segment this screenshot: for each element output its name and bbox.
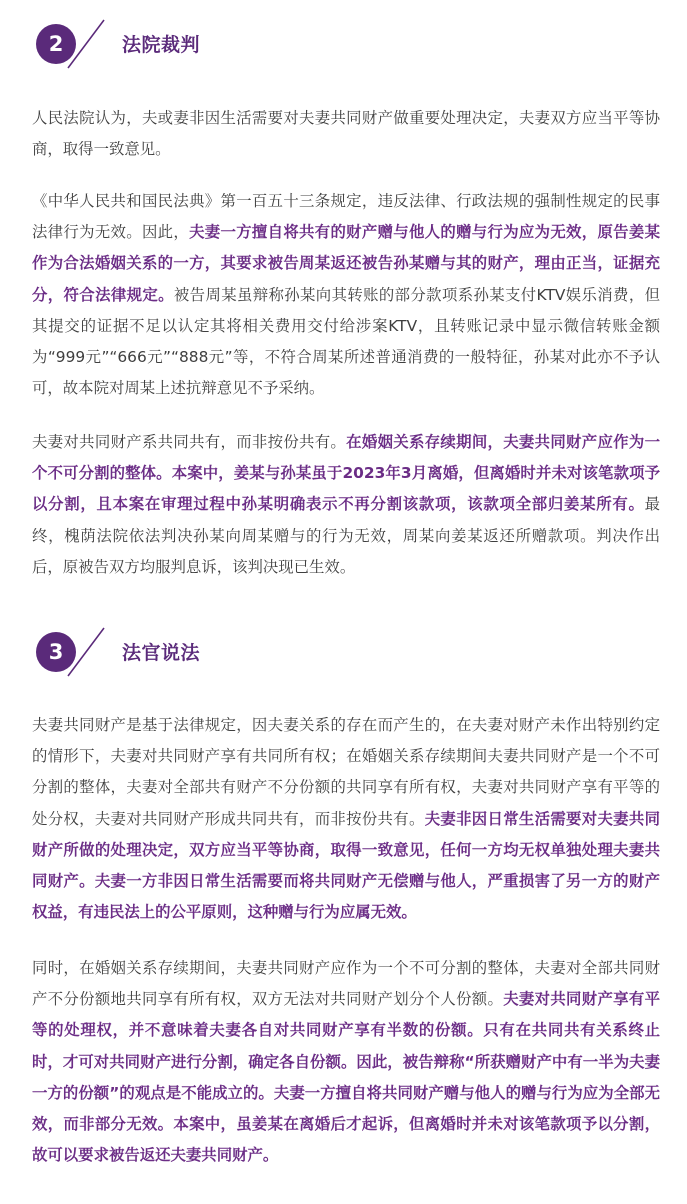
section-header-2 [36,20,436,76]
bold-text-run: 本案中，虽姜某在离婚后才起诉，但离婚时并未对该笔款项予以分割，故可以要求被告返还夫妻共同财产。 [32,1115,660,1165]
section-number-badge: 2 [36,24,76,64]
text-run: 人民法院认为，夫或妻非因生活需要对夫妻共同财产做重要处理决定，夫妻双方应当平等协商，取得一致意见。 [32,109,660,159]
paragraph [32,953,660,1171]
text-run: 夫妻共同财产是基于法律规定，因夫妻关系的存在而产生的，在夫妻对财产未作出特别约定的情形下，夫妻对共同财产享有共同所有权；在婚姻关系存续期间夫妻共同财产是一个不可分割的整体，夫妻对全部共有财产不分份额的共同享有所有权，夫妻对共同财产享有平等的处分权，夫妻对共同财产形成共同共有，而非按份共有。 [32,716,660,828]
bold-text-run: 夫妻对共同财产享有平等的处理权，并不意味着夫妻各自对共同财产享有半数的份额。只有在共同共有关系终止时，才可对共同财产进行分割，确定各自份额。因此，被告辩称“所获赠财产中有一半为夫妻一方的份额”的观点是不能成立的。夫妻一方擅自将共同财产赠与他人的赠与行为应为全部无效，而非部分无效。 [32,990,660,1134]
slash-decoration-icon [64,18,108,70]
bold-text-run: 在婚姻关系存续期间，夫妻共同财产应作为一个不可分割的整体。本案中，姜某与孙某虽于2023年3月离婚，但离婚时并未对该笔款项予以分割，且本案在审理过程中孙某明确表示不再分割该款项，该款项全部归姜某所有。 [32,433,660,514]
paragraph [32,103,660,165]
section-title: 法官说法 [122,642,201,664]
paragraph [32,427,660,583]
section-header-3 [36,628,436,684]
slash-decoration-icon [64,626,108,678]
text-run: 同时，在婚姻关系存续期间，夫妻共同财产应作为一个不可分割的整体，夫妻对全部共同财产不分份额地共同享有所有权，双方无法对共同财产划分个人份额。 [32,959,660,1009]
text-run: 被告周某虽辩称孙某向其转账的部分款项系孙某支付KTV娱乐消费，但其提交的证据不足以认定其将相关费用交付给涉案KTV，且转账记录中显示微信转账金额为“999元”“666元”“888元”等，不符合周某所述普通消费的一般特征，孙某对此亦不予认可，故本院对周某上述抗辩意见不予采纳。 [32,285,660,398]
section-title: 法院裁判 [122,34,201,56]
text-run: 《中华人民共和国民法典》第一百五十三条规定，违反法律、行政法规的强制性规定的民事法律行为无效。因此， [32,192,660,242]
section-number-badge: 3 [36,632,76,672]
paragraph [32,710,660,928]
bold-text-run: 夫妻一方擅自将共有的财产赠与他人的赠与行为应为无效，原告姜某作为合法婚姻关系的一方，其要求被告周某返还被告孙某赠与其的财产，理由正当，证据充分，符合法律规定。 [32,223,660,304]
bold-text-run: 夫妻非因日常生活需要对夫妻共同财产所做的处理决定，双方应当平等协商，取得一致意见，任何一方均无权单独处理夫妻共同财产。夫妻一方非因日常生活需要而将共同财产无偿赠与他人，严重损害了另一方的财产权益，有违民法上的公平原则，这种赠与行为应属无效。 [32,809,660,922]
paragraph [32,186,660,404]
text-run: 最终，槐荫法院依法判决孙某向周某赠与的行为无效，周某向姜某返还所赠款项。判决作出后，原被告双方均服判息诉，该判决现已生效。 [32,495,660,576]
text-run: 夫妻对共同财产系共同共有，而非按份共有。 [32,433,347,451]
